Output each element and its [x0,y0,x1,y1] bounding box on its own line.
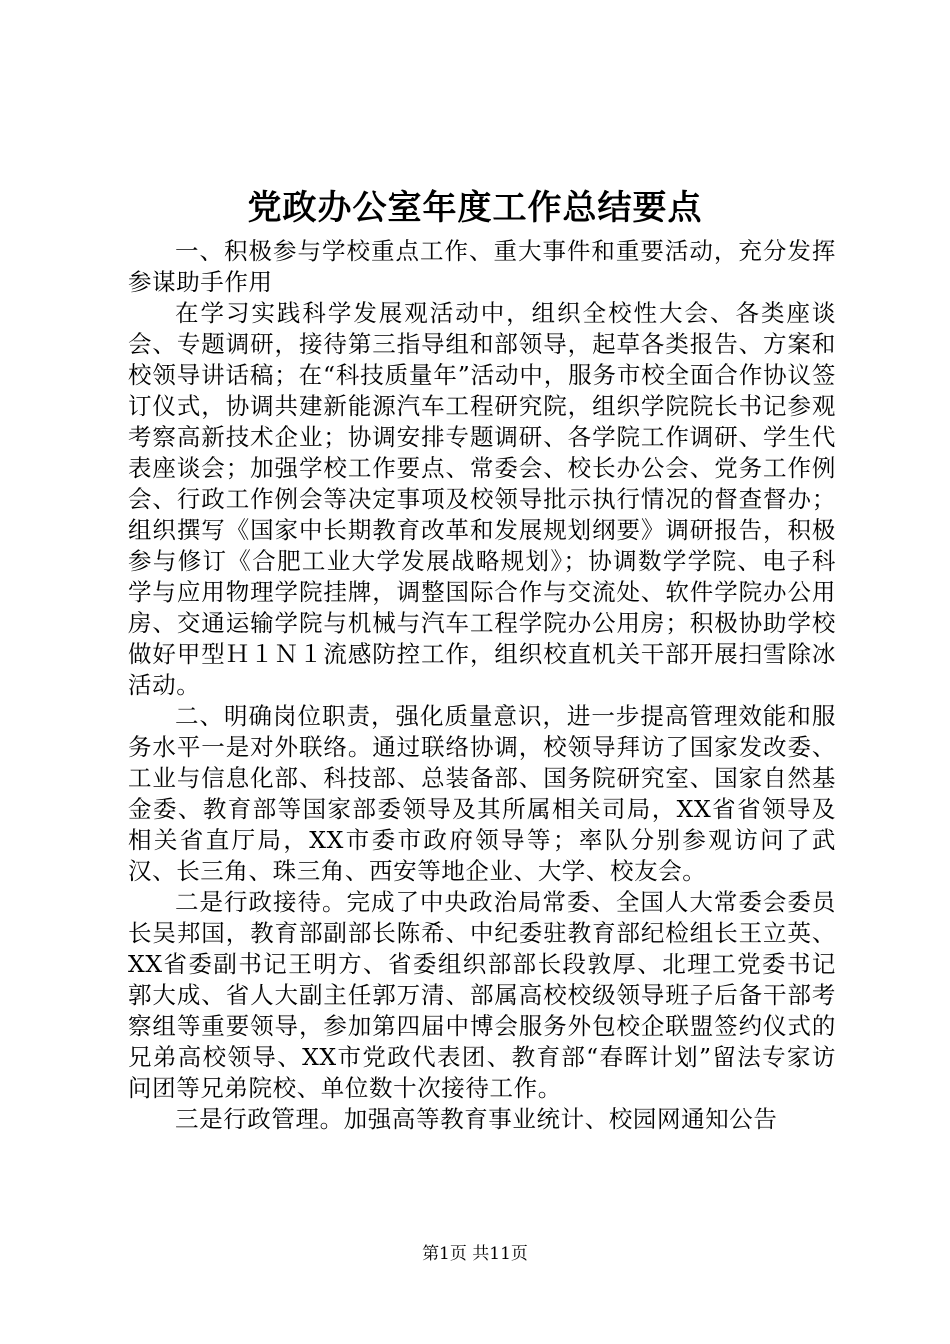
page-number-footer: 第1页 共11页 [422,1244,528,1264]
paragraph-section-1-body: 在学习实践科学发展观活动中，组织全校性大会、各类座谈会、专题调研，接待第三指导组和部领导，起草各类报告、方案和校领导讲话稿；在“科技质量年”活动中，服务市校全面合作协议签订仪式，协调共建新能源汽车工程研究院，组织学院院长书记参观考察高新技术企业；协调安排专题调研、各学院工作调研、学生代表座谈会；加强学校工作要点、常委会、校长办公会、党务工作例会、行政工作例会等决定事项及校领导批示执行情况的督查督办；组织撰写《国家中长期教育改革和发展规划纲要》调研报告，积极参与修订《合肥工业大学发展战略规划》；协调数学学院、电子科学与应用物理学院挂牌，调整国际合作与交流处、软件学院办公用房、交通运输学院与机械与汽车工程学院办公用房；积极协助学校做好甲型Ｈ１Ｎ１流感防控工作，组织校直机关干部开展扫雪除冰活动。 [128,299,836,699]
paragraph-section-1-heading: 一、积极参与学校重点工作、重大事件和重要活动，充分发挥参谋助手作用 [128,237,836,296]
document-body [128,236,836,1135]
document-title: 党政办公室年度工作总结要点 [247,188,703,228]
paragraph-administrative-management: 三是行政管理。加强高等教育事业统计、校园网通知公告 [175,1105,778,1133]
paragraph-administrative-reception: 二是行政接待。完成了中央政治局常委、全国人大常委会委员长吴邦国，教育部副部长陈希、中纪委驻教育部纪检组长王立英、XX省委副书记王明方、省委组织部部长段敦厚、北理工党委书记郭大成、省人大副主任郭万清、部属高校校级领导班子后备干部考察组等重要领导，参加第四届中博会服务外包校企联盟签约仪式的兄弟高校领导、XX市党政代表团、教育部“春晖计划”留法专家访问团等兄弟院校、单位数十次接待工作。 [128,888,836,1102]
paragraph-section-2-external-liaison: 二、明确岗位职责，强化质量意识，进一步提高管理效能和服务水平一是对外联络。通过联络协调，校领导拜访了国家发改委、工业与信息化部、科技部、总装备部、国务院研究室、国家自然基金委、教育部等国家部委领导及其所属相关司局，XX省省领导及相关省直厅局，XX市委市政府领导等；率队分别参观访问了武汉、长三角、珠三角、西安等地企业、大学、校友会。 [128,702,836,885]
